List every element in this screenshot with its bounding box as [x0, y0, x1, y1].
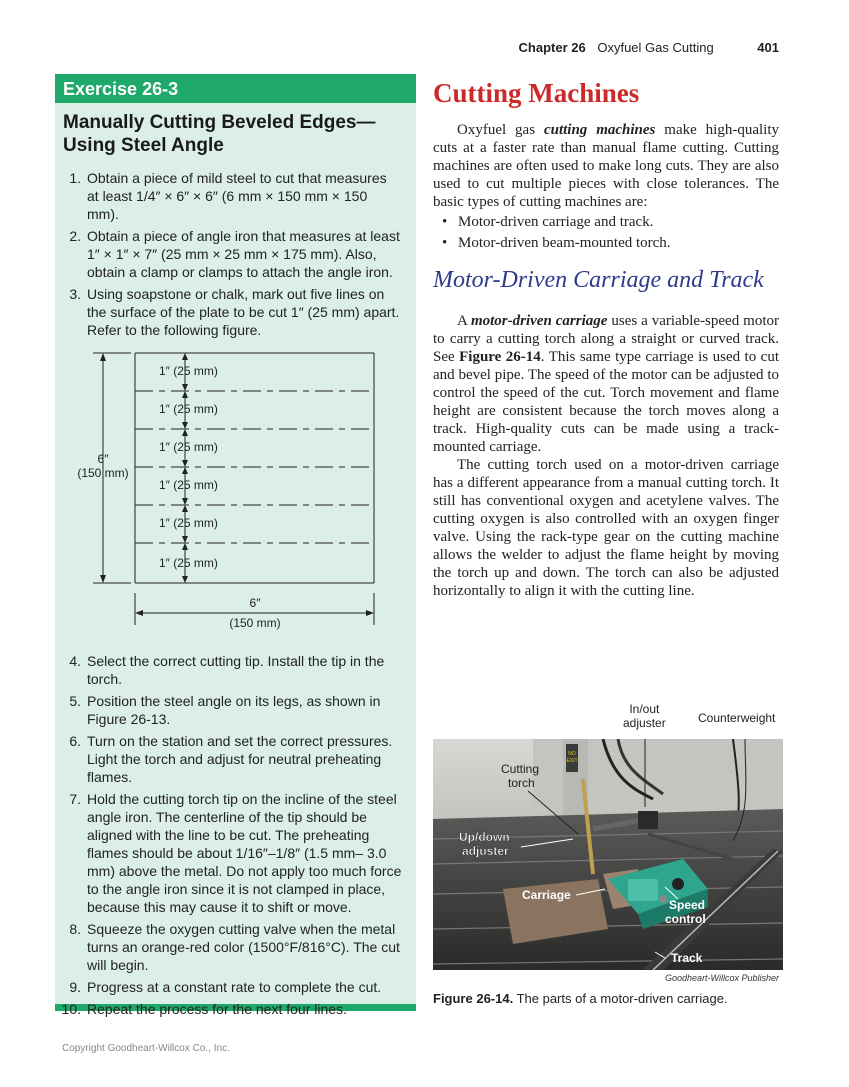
figure-number: Figure 26-14.: [433, 991, 514, 1006]
step-number: 1.: [69, 170, 81, 186]
exercise-title-line-2: Using Steel Angle: [63, 135, 224, 156]
exercise-tag: Exercise 26-3: [55, 74, 416, 103]
step-text: Progress at a constant rate to complete the cut.: [87, 979, 382, 995]
step-number: 7.: [69, 791, 81, 807]
intro-text-a: Oxyfuel gas: [457, 122, 544, 138]
figure-reference: Figure 26-14: [459, 349, 541, 365]
step-item: [55, 1000, 416, 1018]
sign-text: NO: [568, 751, 576, 757]
step-number: 2.: [69, 228, 81, 244]
updown-adjuster-label-2: adjuster: [462, 844, 509, 858]
spacing-label: 1″ (25 mm): [159, 364, 218, 378]
term-cutting-machines: cutting machines: [543, 122, 656, 138]
step-item: [55, 652, 416, 688]
intro-text-b: make high-quality cuts at a faster rate than manual flame cutting. Cutting machines are often used to make long cuts. They are also used to cut multiple pieces with close tolerances. The basic types of cutting machines are:: [433, 122, 779, 210]
cutting-torch-label: Cutting: [501, 762, 540, 776]
step-text: Select the correct cutting tip. Install the tip in the torch.: [87, 653, 385, 687]
subsection-title: Motor-Driven Carriage and Track: [433, 267, 764, 293]
copyright-notice: Copyright Goodheart-Willcox Co., Inc.: [62, 1043, 230, 1054]
exercise-title-line-1: Manually Cutting Beveled Edges—: [63, 112, 376, 133]
step-number: 3.: [69, 286, 81, 302]
cutting-torch-label-2: torch: [508, 776, 535, 790]
spacing-label: 1″ (25 mm): [159, 516, 218, 530]
intro-paragraph: [433, 121, 779, 211]
step-text: Squeeze the oxygen cutting valve when the metal turns an orange-red color (1500°F/816°C). The cut will begin.: [87, 921, 400, 973]
step-number: 6.: [69, 733, 81, 749]
step-text: Obtain a piece of mild steel to cut that measures at least 1/4″ × 6″ × 6″ (6 mm × 150 mm × 150 mm).: [87, 170, 387, 222]
machine-types-list: [440, 212, 671, 254]
counterweight-label: Counterweight: [698, 711, 776, 725]
carriage-text-b: uses a variable-speed motor to carry a cutting torch along a straight or curved track. See: [433, 313, 779, 365]
step-number: 5.: [69, 693, 81, 709]
label-line: In/out: [629, 702, 660, 716]
step-item: [55, 285, 416, 339]
exercise-title: [55, 103, 416, 157]
spacing-label: 1″ (25 mm): [159, 402, 218, 416]
exercise-sidebar: [55, 74, 416, 1017]
step-item: [55, 732, 416, 786]
page-number: 401: [757, 40, 779, 55]
carriage-photo: [433, 739, 783, 970]
carriage-paragraphs: [433, 312, 779, 600]
width-label: 6″: [249, 596, 261, 610]
step-item: [55, 692, 416, 728]
step-text: Using soapstone or chalk, mark out five lines on the surface of the plate to be cut 1″ (25 mm) apart. Refer to the following figure.: [87, 286, 400, 338]
photo-credit: Goodheart-Willcox Publisher: [665, 973, 779, 983]
step-text: Repeat the process for the next four lines.: [87, 1001, 347, 1017]
step-item: [55, 227, 416, 281]
step-item: [55, 920, 416, 974]
photo-top-labels: [433, 700, 783, 740]
spacing-label: 1″ (25 mm): [159, 440, 218, 454]
speed-control-label-2: control: [665, 912, 706, 926]
step-text: Position the steel angle on its legs, as shown in Figure 26-13.: [87, 693, 381, 727]
step-number: 8.: [69, 921, 81, 937]
step-item: [55, 790, 416, 916]
step-text: Obtain a piece of angle iron that measures at least 1″ × 1″ × 7″ (25 mm × 25 mm × 175 mm). Also, obtain a clamp or clamps to attach the angle iron.: [87, 228, 400, 280]
step-number: 9.: [69, 979, 81, 995]
exercise-steps-a: [55, 169, 416, 339]
torch-paragraph: The cutting torch used on a motor-driven carriage has a different appearance from a manual cutting torch. It still has conventional oxygen and acetylene valves. The cutting oxygen is also controlled with an oxygen finger valve. Using the rack-type gear on the cutting machine allows the welder to adjust the flame height by moving the torch up and down. The torch can also be adjusted horizontally to align it with the cutting line.: [433, 457, 779, 599]
step-text: Turn on the station and set the correct pressures. Light the torch and adjust for neutral preheating flames.: [87, 733, 393, 785]
step-number: 10.: [61, 1001, 81, 1017]
height-label: 6″: [97, 452, 109, 466]
chapter-title: Oxyfuel Gas Cutting: [597, 40, 714, 55]
plate-layout-figure: [63, 345, 416, 650]
height-label-metric: (150 mm): [77, 466, 129, 480]
speed-control-label: Speed: [669, 898, 706, 912]
chapter-number: Chapter 26: [518, 40, 586, 55]
step-number: 4.: [69, 653, 81, 669]
carriage-label: Carriage: [522, 888, 571, 902]
figure-caption: [433, 991, 728, 1006]
list-item: • Motor-driven beam-mounted torch.: [440, 233, 671, 254]
step-text: Hold the cutting torch tip on the incline of the steel angle iron. The centerline of the tip should be aligned with the line to be cut. The preheating flames should be about 1/16″–1/8″ (1.5 mm– 3.0 mm) above the metal. Do not apply too much force to the angle iron since it is not clamped in place, because this may cause it to shift or move.: [87, 791, 402, 915]
running-header: [0, 40, 779, 55]
exercise-steps-b: [55, 652, 416, 1018]
carriage-text-c: . This same type carriage is used to cut and bevel pipe. The speed of the motor can be adjusted to control the speed of the cut. Torch movement and flame height are consistent because the torch moves along a track. High-quality cuts can be made using a track-mounted carriage.: [433, 349, 779, 455]
list-item: • Motor-driven carriage and track.: [440, 212, 671, 233]
label-line: adjuster: [623, 716, 666, 730]
updown-adjuster-label: Up/down: [459, 830, 510, 844]
track-label: Track: [671, 951, 703, 965]
section-title: Cutting Machines: [433, 78, 640, 108]
spacing-label: 1″ (25 mm): [159, 478, 218, 492]
step-item: [55, 169, 416, 223]
spacing-label: 1″ (25 mm): [159, 556, 218, 570]
width-label-metric: (150 mm): [229, 616, 281, 630]
plate-layout-diagram: [63, 345, 393, 645]
carriage-text-a: A: [457, 313, 471, 329]
caption-text: The parts of a motor-driven carriage.: [513, 991, 728, 1006]
inout-adjuster-label: [623, 702, 666, 730]
step-item: [55, 978, 416, 996]
sign-text: EXIT: [566, 758, 578, 764]
term-motor-driven-carriage: motor-driven carriage: [470, 313, 608, 329]
